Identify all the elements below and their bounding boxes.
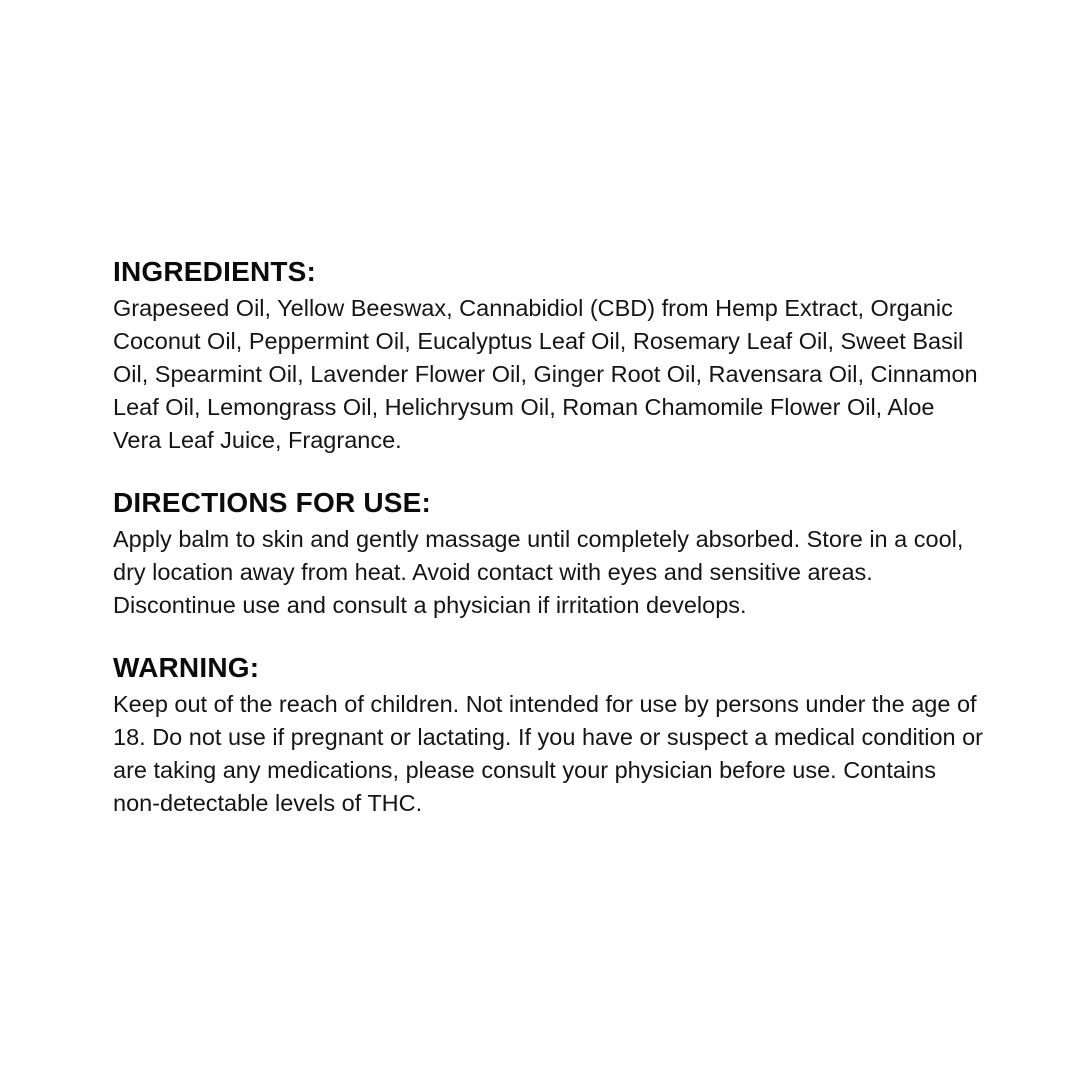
warning-text: Keep out of the reach of children. Not intended for use by persons under the age of 18. Do not use if pregnant or lactating. If you have or suspect a medical condition or are taking any medications, please consult your physician before use. Contains non-detectable levels of THC. — [113, 691, 984, 816]
ingredients-text: Grapeseed Oil, Yellow Beeswax, Cannabidiol (CBD) from Hemp Extract, Organic Coconut Oil, Peppermint Oil, Eucalyptus Leaf Oil, Rosemary Leaf Oil, Sweet Basil Oil, Spearmint Oil, Lavender Flower Oil, Ginger Root Oil, Ravensara Oil, Cinnamon Leaf Oil, Lemongrass Oil, Helichrysum Oil, Roman Chamomile Flower Oil, Aloe Vera Leaf Juice, Fragrance. — [113, 295, 978, 453]
warning-section — [113, 650, 983, 820]
product-label-panel — [113, 254, 983, 848]
directions-heading: DIRECTIONS FOR USE: — [113, 487, 432, 518]
ingredients-heading: INGREDIENTS: — [113, 256, 317, 287]
directions-section — [113, 485, 983, 622]
ingredients-section — [113, 254, 983, 457]
directions-text: Apply balm to skin and gently massage until completely absorbed. Store in a cool, dry location away from heat. Avoid contact with eyes and sensitive areas. Discontinue use and consult a physician if irritation develops. — [113, 526, 964, 618]
warning-heading: WARNING: — [113, 652, 260, 683]
